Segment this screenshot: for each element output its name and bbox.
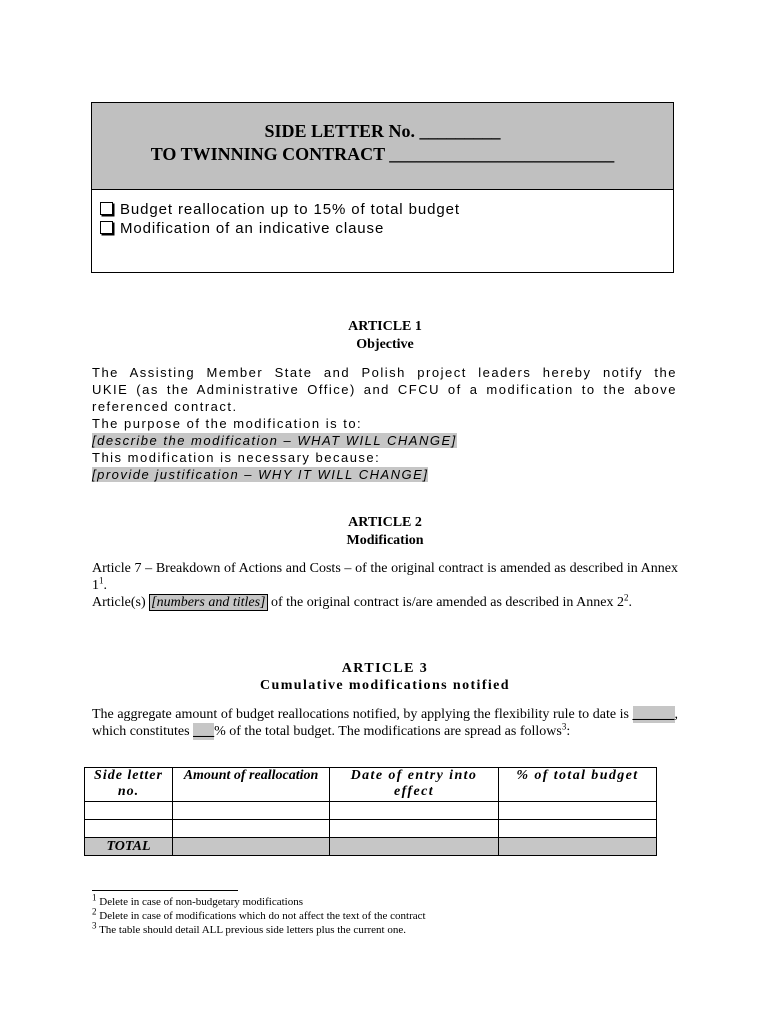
article-3-body: The aggregate amount of budget reallocations notified, by applying the flexibility rule to date is ______, which constitutes ___% of the total budget. The modifications are spread as follows$^3$: xyxy=(92,707,678,739)
article-2-heading: ARTICLE 2 xyxy=(348,515,422,530)
footnote-ref-3[interactable]: 3 xyxy=(561,721,567,732)
total-cell xyxy=(173,838,330,856)
twinning-contract-title: TO TWINNING CONTRACT _________________________ xyxy=(150,144,615,164)
header-title-band xyxy=(92,103,673,190)
footnote-ref-2[interactable]: 2 xyxy=(624,592,629,603)
option-label: Budget reallocation up to 15% of total budget xyxy=(120,201,460,218)
table-cell[interactable] xyxy=(85,802,173,820)
table-cell[interactable] xyxy=(499,802,657,820)
header-box xyxy=(91,102,674,273)
article-2-subheading: Modification xyxy=(346,533,424,548)
article-2-paragraph-1: Article 7 – Breakdown of Actions and Costs – of the original contract is amended as described in Annex $1^1$. xyxy=(92,561,678,593)
numbers-titles-field[interactable]: [numbers and titles] xyxy=(151,595,266,610)
table-cell[interactable] xyxy=(330,820,499,838)
footnote-separator xyxy=(92,890,238,891)
option-indicative-clause[interactable] xyxy=(100,220,384,237)
col-header-date: Date of entry into effect xyxy=(330,768,499,802)
article-3-heading: ARTICLE 3 xyxy=(341,661,429,676)
article-1-heading: ARTICLE 1 xyxy=(348,319,422,334)
necessary-text: This modification is necessary because: xyxy=(92,450,381,465)
justification-field[interactable]: [provide justification – WHY IT WILL CHANGE] xyxy=(92,467,429,482)
checkbox-icon[interactable] xyxy=(100,221,113,234)
total-cell xyxy=(499,838,657,856)
article-3-subheading: Cumulative modifications notified xyxy=(260,678,510,693)
article-1-body xyxy=(92,364,677,483)
total-label: TOTAL xyxy=(85,838,173,856)
option-label: Modification of an indicative clause xyxy=(120,220,385,237)
footnote-3: $^3$ The table should detail ALL previous side letters plus the current one. xyxy=(92,920,406,936)
col-header-side-letter: Side letter no. xyxy=(85,768,173,802)
table-row xyxy=(85,802,657,820)
footnote-1: $^1$ Delete in case of non-budgetary modifications xyxy=(92,892,303,908)
modifications-table xyxy=(84,767,657,856)
table-total-row xyxy=(85,838,657,856)
amount-field[interactable]: ______ xyxy=(632,707,675,722)
footnote-ref-1[interactable]: 1 xyxy=(99,575,104,586)
col-header-percent: % of total budget xyxy=(499,768,657,802)
article-1-line: UKIE (as the Administrative Office) and CFCU of a modification to the above xyxy=(92,382,677,397)
table-cell[interactable] xyxy=(173,802,330,820)
article-2-paragraph-2: Article(s) [numbers and titles] of the original contract is/are amended as described in Annex $2^2$. xyxy=(92,592,632,610)
option-budget-reallocation[interactable] xyxy=(100,201,460,218)
total-cell xyxy=(330,838,499,856)
percent-field[interactable]: ___ xyxy=(193,724,215,739)
purpose-text: The purpose of the modification is to: xyxy=(92,416,363,431)
article-1-subheading: Objective xyxy=(356,337,414,352)
table-cell[interactable] xyxy=(499,820,657,838)
table-cell[interactable] xyxy=(330,802,499,820)
article-1-line: The Assisting Member State and Polish project leaders hereby notify the xyxy=(92,365,677,380)
checkbox-icon[interactable] xyxy=(100,202,113,215)
table-cell[interactable] xyxy=(85,820,173,838)
footnote-2: $^2$ Delete in case of modifications which do not affect the text of the contract xyxy=(92,906,426,922)
table-header-row xyxy=(85,768,657,802)
describe-modification-field[interactable]: [describe the modification – WHAT WILL CHANGE] xyxy=(92,433,457,448)
article-2-body xyxy=(92,560,678,611)
table-row xyxy=(85,820,657,838)
table-cell[interactable] xyxy=(173,820,330,838)
article-1-line: referenced contract. xyxy=(92,399,238,414)
col-header-amount: Amount of reallocation xyxy=(173,768,330,802)
side-letter-title: SIDE LETTER No. _________ xyxy=(264,121,501,141)
